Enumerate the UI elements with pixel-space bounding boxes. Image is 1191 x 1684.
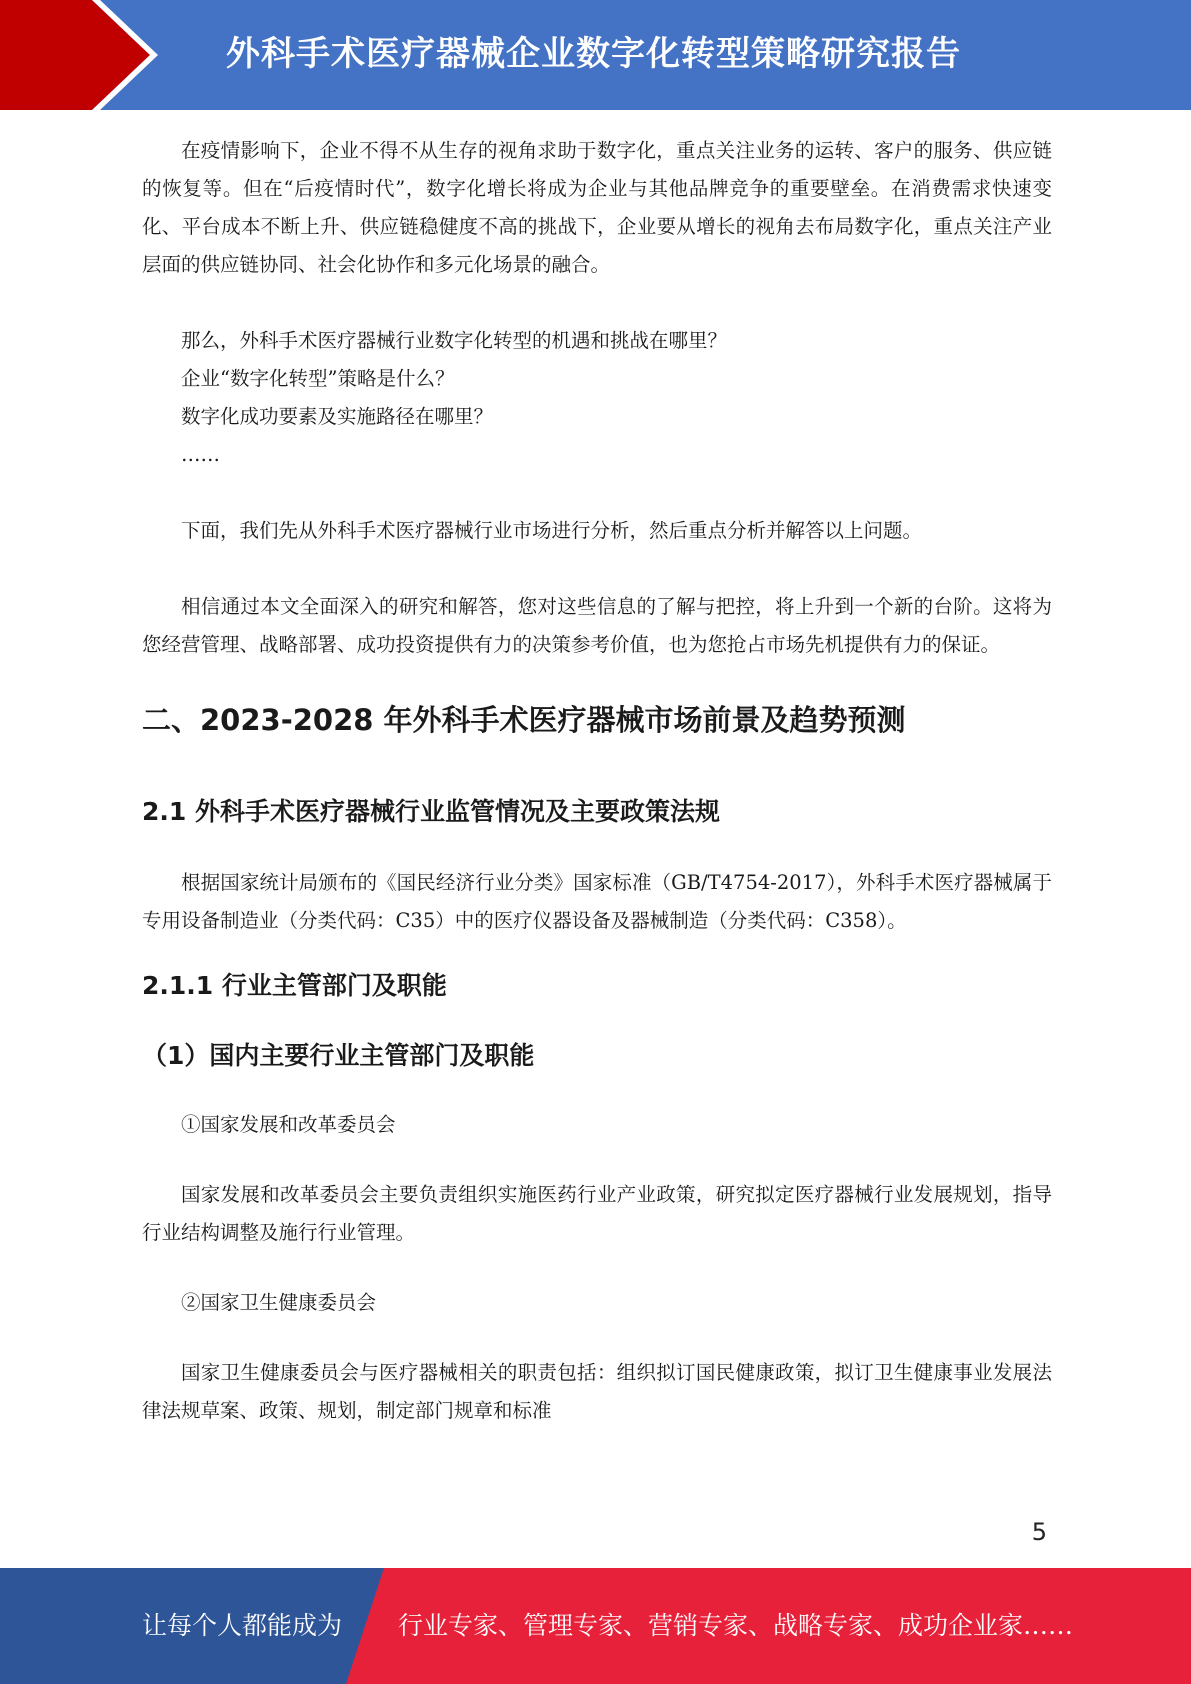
value-paragraph: 相信通过本文全面深入的研究和解答，您对这些信息的了解与把控，将上升到一个新的台阶。这将为您经营管理、战略部署、成功投资提供有力的决策参考价值，也为您抢占市场先机提供有力的保证。 [142,595,1052,656]
subsection-heading: 2.1 外科手术医疗器械行业监管情况及主要政策法规 [142,797,720,826]
footer-slogan-right: 行业专家、管理专家、营销专家、战略专家、成功企业家…… [398,1611,1074,1640]
analysis-paragraph: 下面，我们先从外科手术医疗器械行业市场进行分析，然后重点分析并解答以上问题。 [181,519,923,542]
subsection-heading: 2.1.1 行业主管部门及职能 [142,971,447,1000]
page-number: 5 [1031,1518,1047,1546]
subsection-heading: （1）国内主要行业主管部门及职能 [142,1041,535,1070]
classification-paragraph: 根据国家统计局颁布的《国民经济行业分类》国家标准（GB/T4754-2017），外科手术医疗器械属于专用设备制造业（分类代码：C35）中的医疗仪器设备及器械制造（分类代码：C358）。 [142,871,1052,932]
item-paragraph: 国家卫生健康委员会与医疗器械相关的职责包括：组织拟订国民健康政策，拟订卫生健康事业发展法律法规草案、政策、规划，制定部门规章和标准 [142,1361,1052,1422]
page-content [142,132,1052,1430]
report-title: 外科手术医疗器械企业数字化转型策略研究报告 [226,34,961,74]
question-line: 企业“数字化转型”策略是什么？ [181,367,455,390]
section-heading: 二、2023-2028 年外科手术医疗器械市场前景及趋势预测 [142,703,906,737]
page-footer [0,1568,1191,1684]
page-header [0,0,1191,110]
footer-slogan-left: 让每个人都能成为 [142,1611,343,1640]
item-paragraph: 国家发展和改革委员会主要负责组织实施医药行业产业政策，研究拟定医疗器械行业发展规划，指导行业结构调整及施行行业管理。 [142,1183,1052,1244]
item-title: ②国家卫生健康委员会 [181,1291,377,1314]
question-line: 数字化成功要素及实施路径在哪里？ [181,405,494,428]
question-line: 那么，外科手术医疗器械行业数字化转型的机遇和挑战在哪里？ [181,329,728,352]
ellipsis-line: …… [181,443,220,466]
item-title: ①国家发展和改革委员会 [181,1113,396,1136]
intro-paragraph: 在疫情影响下，企业不得不从生存的视角求助于数字化，重点关注业务的运转、客户的服务、供应链的恢复等。但在“后疫情时代”，数字化增长将成为企业与其他品牌竞争的重要壁垒。在消费需求快速变化、平台成本不断上升、供应链稳健度不高的挑战下，企业要从增长的视角去布局数字化，重点关注产业层面的供应链协同、社会化协作和多元化场景的融合。 [142,139,1052,276]
